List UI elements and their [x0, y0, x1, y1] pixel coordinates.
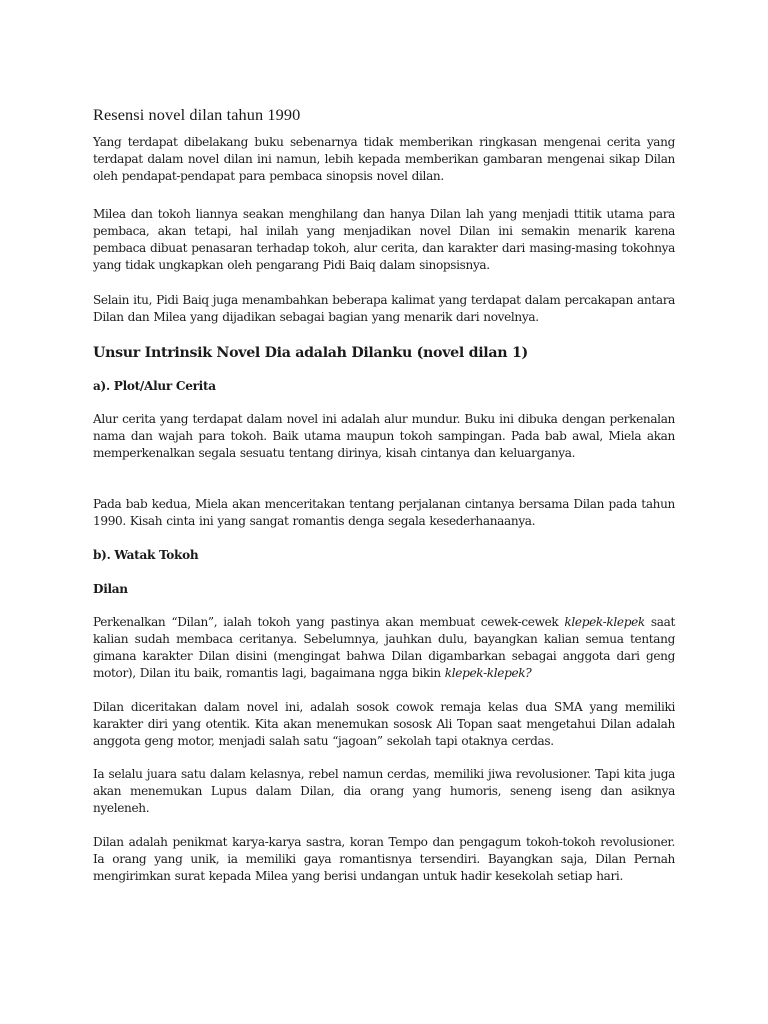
heading-unsur-intrinsik: Unsur Intrinsik Novel Dia adalah Dilanku (novel dilan 1)	[93, 345, 528, 361]
paragraph-juara: Ia selalu juara satu dalam kelasnya, rebel namun cerdas, memiliki jiwa revolusioner. Tapi kita juga akan menemukan Lupus dalam Dilan, dia orang yang humoris, seneng iseng dan asiknya nyeleneh.	[93, 767, 675, 816]
paragraph-perkenalkan	[93, 614, 675, 682]
paragraph-alur: Alur cerita yang terdapat dalam novel ini adalah alur mundur. Buku ini dibuka dengan perkenalan nama dan wajah para tokoh. Baik utama maupun tokoh sampingan. Pada bab awal, Miela akan memperkenalkan segala sesuatu tentang dirinya, kisah cintanya dan keluarganya.	[93, 412, 675, 461]
paragraph-penikmat-sastra: Dilan adalah penikmat karya-karya sastra, koran Tempo dan pengagum tokoh-tokoh revolusioner. Ia orang yang unik, ia memiliki gaya romantisnya tersendiri. Bayangkan saja, Dilan Pernah mengirimkan surat kepada Milea yang berisi undangan untuk hadir kesekolah setiap hari.	[93, 835, 675, 884]
paragraph-intro: Yang terdapat dibelakang buku sebenarnya tidak memberikan ringkasan mengenai cerita yang terdapat dalam novel dilan ini namun, lebih kepada memberikan gambaran mengenai sikap Dilan oleh pendapat-pendapat para pembaca sinopsis novel dilan.	[93, 135, 675, 184]
paragraph-bab-kedua: Pada bab kedua, Miela akan menceritakan tentang perjalanan cintanya bersama Dilan pada tahun 1990. Kisah cinta ini yang sangat romantis denga segala kesederhanaanya.	[93, 497, 675, 529]
heading-dilan: Dilan	[93, 582, 128, 596]
paragraph-pidi-baiq: Selain itu, Pidi Baiq juga menambahkan beberapa kalimat yang terdapat dalam percakapan antara Dilan dan Milea yang dijadikan sebagai bagian yang menarik dari novelnya.	[93, 293, 675, 325]
heading-watak-tokoh: b). Watak Tokoh	[93, 548, 199, 562]
paragraph-perkenalkan-emphasis-2: klepek-klepek?	[444, 666, 532, 681]
paragraph-perkenalkan-emphasis-1: klepek-klepek	[564, 615, 645, 629]
paragraph-dilan-sosok: Dilan diceritakan dalam novel ini, adalah sosok cowok remaja kelas dua SMA yang memiliki karakter diri yang otentik. Kita akan menemukan sososk Ali Topan saat mengetahui Dilan adalah anggota geng motor, menjadi salah satu “jagoan” sekolah tapi otaknya cerdas.	[93, 700, 675, 749]
document-title: Resensi novel dilan tahun 1990	[93, 105, 301, 124]
paragraph-perkenalkan-text-1: Perkenalkan “Dilan”, ialah tokoh yang pastinya akan membuat cewek-cewek	[93, 615, 565, 629]
paragraph-perkenalkan-text-2: saat kalian sudah membaca ceritanya. Sebelumnya, jauhkan dulu, bayangkan kalian semua tentang gimana karakter Dilan disini (mengingat bahwa Dilan digambarkan sebagai anggota dari geng motor), Dilan itu baik, romantis lagi, bagaimana ngga bikin	[93, 615, 675, 681]
paragraph-milea: Milea dan tokoh liannya seakan menghilang dan hanya Dilan lah yang menjadi ttitik utama para pembaca, akan tetapi, hal inilah yang menjadikan novel Dilan ini semakin menarik karena pembaca dibuat penasaran terhadap tokoh, alur cerita, dan karakter dari masing-masing tokohnya yang tidak ungkapkan oleh pengarang Pidi Baiq dalam sinopsisnya.	[93, 207, 675, 273]
heading-plot: a). Plot/Alur Cerita	[93, 379, 216, 393]
